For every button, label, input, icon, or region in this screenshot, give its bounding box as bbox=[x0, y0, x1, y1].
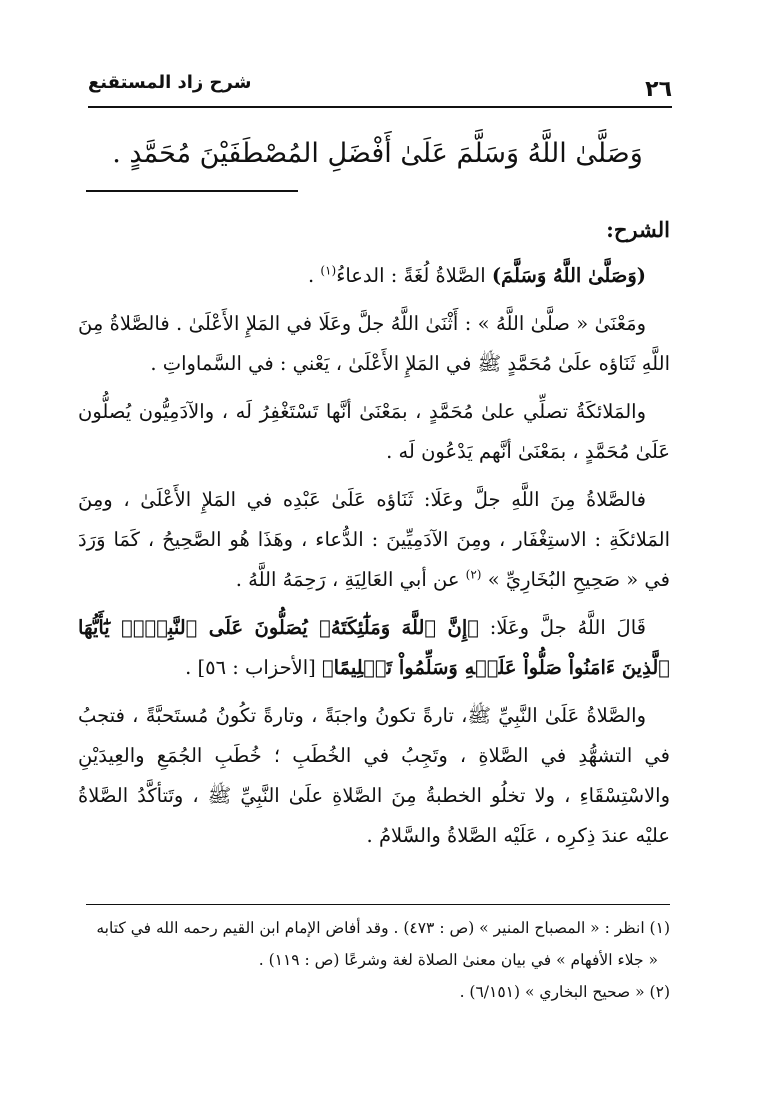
footnote-ref-1[interactable]: (١) bbox=[320, 263, 337, 278]
paragraph-4-text: فالصَّلاةُ مِنَ اللَّهِ جلَّ وعَلَا: ثَنَاؤه عَلَىٰ عَبْدِه في المَلإِ الأَعْلَىٰ ، ومِنَ المَلائكَةِ : الاستِغْفَار ، ومِنَ الآدَمِيِّينَ : الدُّعاء ، وهَذَا هُو الصَّحِيحُ ، كَمَا وَرَدَ في « صَحِيحِ البُخَارِيِّ » bbox=[78, 488, 670, 591]
matn-divider bbox=[86, 190, 298, 192]
paragraph-4 bbox=[78, 480, 670, 600]
footnote-2: (٢) « صحيح البخاري » (٦/١٥١) . bbox=[459, 983, 670, 1001]
paragraph-6: والصَّلاةُ عَلَىٰ النَّبِيِّ ﷺ، تارةً تكونُ واجبَةً ، وتارةً تكُونُ مُستَحبَّةً ، فتجبُ في التشهُّدِ في الصَّلاةِ ، وتَجِبُ في الخُطَبِ ؛ خُطَبِ الجُمَعِ والعِيدَيْنِ والاسْتِسْقَاءِ ، ولا تخلُو الخطبةُ مِنَ الصَّلاةِ علَىٰ النَّبِيِّ ﷺ ، وتَتأكَّدُ الصَّلاةُ عليْه عندَ ذِكرِه ، عَلَيْه الصَّلاةُ والسَّلامُ . bbox=[78, 704, 670, 847]
paragraph-1-text: الصَّلاةُ لُغَةً : الدعاءُ bbox=[336, 264, 492, 287]
quran-verse: ﴿إِنَّ ٱللَّهَ وَمَلَٰٓئِكَتَهُۥ يُصَلُّونَ عَلَى ٱلنَّبِيِّۚ يَٰٓأَيُّهَا ٱلَّذِينَ ءَامَنُواْ صَلُّواْ عَلَيۡهِ وَسَلِّمُواْ تَسۡلِيمًا﴾ bbox=[78, 616, 670, 679]
paragraph-5 bbox=[78, 608, 670, 688]
running-header bbox=[88, 66, 672, 108]
footnote-1-line-1: (١) انظر : « المصباح المنير » (ص : ٤٧٣) . وقد أفاض الإمام ابن القيم رحمه الله في كتابه bbox=[96, 919, 670, 937]
sharh-label: الشرح: bbox=[606, 217, 670, 242]
sharh-body bbox=[78, 210, 670, 864]
page-number: ٢٦ bbox=[645, 77, 672, 102]
footnote-ref-2[interactable]: (٢) bbox=[465, 567, 482, 582]
footnotes bbox=[78, 912, 670, 1008]
paragraph-1 bbox=[78, 256, 670, 296]
quoted-matn: (وَصَلَّىٰ اللَّهُ وَسَلَّمَ) bbox=[491, 264, 646, 287]
footnote-divider bbox=[86, 904, 670, 905]
paragraph-5-text: قَالَ اللَّهُ جلَّ وعَلَا: bbox=[478, 616, 646, 639]
footnote-1-line-2: « جلاء الأفهام » في بيان معنىٰ الصلاة لغة وشرعًا (ص : ١١٩) . bbox=[258, 951, 658, 969]
paragraph-4-end: عن أبي العَالِيَةِ ، رَحِمَهُ اللَّهُ . bbox=[235, 568, 466, 591]
book-title: شرح زاد المستقنع bbox=[88, 72, 252, 93]
paragraph-3: والمَلائكَةُ تصلِّي علىٰ مُحَمَّدٍ ، بمَعْنَىٰ أنَّها تَسْتَغْفِرُ لَه ، والآدَمِيُّون يُصلُّون عَلَىٰ مُحَمَّدٍ ، بمَعْنَىٰ أنَّهم يَدْعُون لَه . bbox=[78, 400, 670, 463]
verse-reference: [الأحزاب : ٥٦] . bbox=[185, 656, 322, 679]
paragraph-2: ومَعْنَىٰ « صلَّىٰ اللَّهُ » : أَثْنَىٰ اللَّهُ جلَّ وعَلَا في المَلإِ الأَعْلَىٰ . فالصَّلاةُ مِنَ اللَّهِ ثَنَاؤه علَىٰ مُحَمَّدٍ ﷺ في المَلإِ الأَعْلَىٰ ، يَعْني : في السَّماواتِ . bbox=[78, 312, 670, 375]
matn-text: وَصَلَّىٰ اللَّهُ وَسَلَّمَ عَلَىٰ أَفْضَلِ المُصْطَفَيْنَ مُحَمَّدٍ . bbox=[112, 138, 643, 169]
paragraph-1-end: . bbox=[307, 264, 321, 287]
